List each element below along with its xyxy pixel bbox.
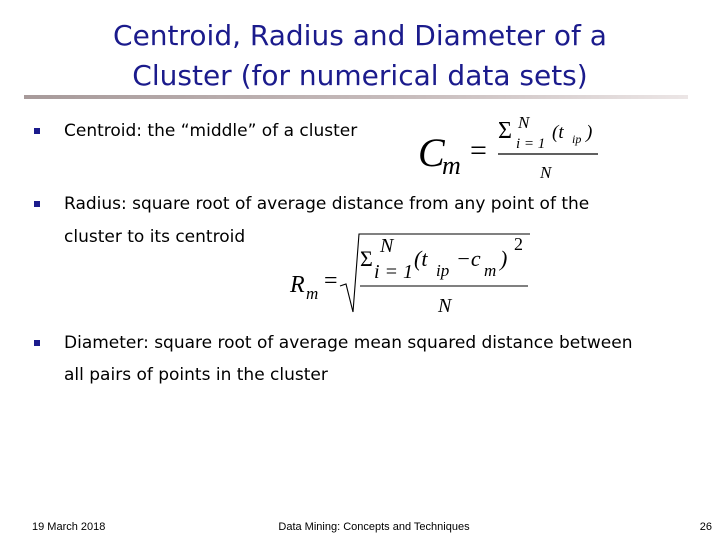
centroid-lhs-sub: m: [442, 151, 461, 180]
centroid-formula: [412, 106, 612, 186]
bullet-radius-line2: cluster to its centroid: [64, 227, 246, 247]
title-line-2: Cluster (for numerical data sets): [132, 59, 588, 92]
footer-page-number: 26: [699, 521, 712, 533]
centroid-term-sub: ip: [572, 132, 582, 146]
title-line-1: Centroid, Radius and Diameter of a: [113, 19, 607, 52]
bullet-diameter-line1: Diameter: square root of average mean squared distance between: [64, 333, 633, 353]
radius-minus-c: −c: [456, 246, 481, 271]
radius-term-open: (t: [414, 246, 428, 271]
radius-lhs-base: R: [290, 272, 305, 298]
centroid-term-close: ): [586, 122, 593, 143]
centroid-lhs-base: C: [418, 130, 445, 175]
bullet-radius-line1: Radius: square root of average distance from any point of the: [64, 194, 590, 214]
radius-term-close: ): [500, 246, 508, 271]
bullet-diameter-line2: all pairs of points in the cluster: [64, 365, 328, 385]
radius-upper: N: [380, 235, 394, 257]
centroid-upper: N: [518, 113, 530, 132]
bullet-marker: [34, 128, 40, 134]
bullet-marker: [34, 201, 40, 207]
slide-title: [40, 16, 680, 96]
centroid-equals: =: [470, 134, 487, 167]
radius-lhs-sub: m: [306, 284, 319, 303]
centroid-lower: i = 1: [516, 136, 546, 152]
title-divider: [24, 95, 688, 99]
radius-term-sub: ip: [436, 261, 450, 280]
radius-equals: =: [324, 268, 338, 294]
footer-date: 19 March 2018: [32, 521, 106, 533]
bullet-marker: [34, 340, 40, 346]
radius-formula: [286, 226, 536, 322]
radius-sum: Σ: [360, 246, 373, 271]
footer-title: Data Mining: Concepts and Techniques: [278, 521, 470, 533]
radius-denominator: N: [438, 295, 452, 317]
radius-c-sub: m: [484, 261, 497, 280]
centroid-sum: Σ: [498, 118, 512, 144]
radius-lower: i = 1: [374, 261, 414, 283]
centroid-denominator: N: [540, 163, 552, 182]
centroid-term: (t: [552, 122, 564, 143]
bullet-centroid: Centroid: the “middle” of a cluster: [64, 121, 358, 141]
radius-exponent: 2: [514, 234, 523, 254]
